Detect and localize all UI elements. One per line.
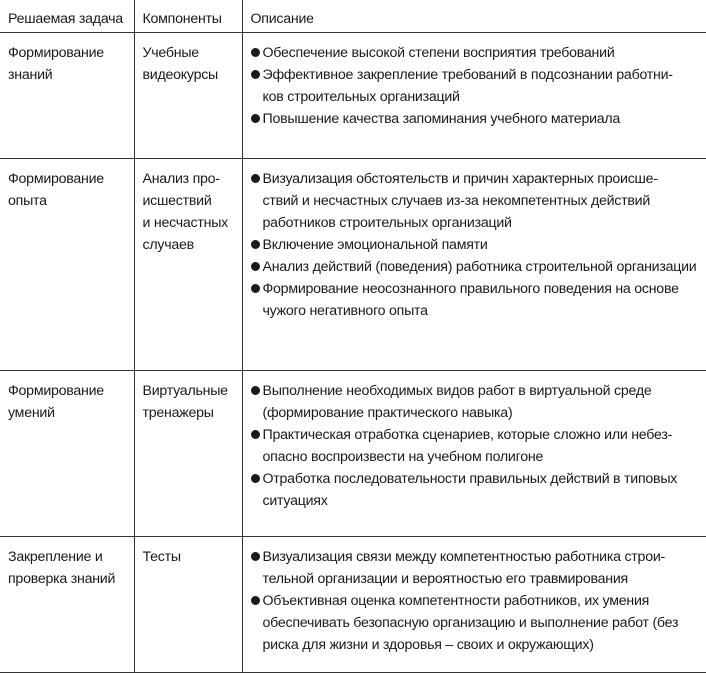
task-text: Закрепление и проверка знаний: [8, 548, 116, 587]
description-cell: [242, 536, 706, 672]
components-cell: [134, 536, 242, 672]
components-text: Виртуальные тренажеры: [142, 382, 228, 421]
list-item: [251, 64, 701, 108]
list-item: [251, 424, 701, 468]
description-cell: [242, 158, 706, 370]
header-description: Описание: [242, 0, 706, 32]
list-item: [251, 278, 701, 322]
task-text: Формирование знаний: [8, 44, 104, 83]
bullet-icon: [251, 430, 260, 439]
task-cell: [0, 536, 134, 672]
header-components: Компоненты: [134, 0, 242, 32]
header-task: Решаемая задача: [0, 0, 134, 32]
list-item-text: Отработка последовательности правильных действий в типовых ситуациях: [262, 470, 678, 509]
list-item-text: Обеспечение высокой степени восприятия требований: [262, 44, 615, 61]
table-row: [0, 32, 706, 158]
task-cell: [0, 158, 134, 370]
list-item: [251, 546, 701, 590]
bullet-icon: [251, 262, 260, 271]
bullet-icon: [251, 48, 260, 57]
description-list: [251, 42, 701, 130]
bullet-icon: [251, 114, 260, 123]
list-item-text: Визуализация связи между компетентностью работника строи- тельной организации и вероятностью его травмирования: [262, 548, 665, 587]
table-row: [0, 370, 706, 536]
components-text: Учебные видеокурсы: [142, 44, 219, 83]
description-cell: [242, 370, 706, 536]
components-text: Анализ про- исшествий и несчастных случаев: [142, 170, 229, 253]
task-text: Формирование умений: [8, 382, 104, 421]
bullet-icon: [251, 596, 260, 605]
list-item: [251, 234, 701, 256]
list-item: [251, 168, 701, 234]
components-cell: [134, 32, 242, 158]
bullet-icon: [251, 284, 260, 293]
list-item-text: Формирование неосознанного правильного поведения на основе чужого негативного опыта: [262, 280, 679, 319]
task-cell: [0, 370, 134, 536]
components-text: Тесты: [142, 548, 181, 565]
description-cell: [242, 32, 706, 158]
list-item-text: Выполнение необходимых видов работ в виртуальной среде (формирование практического навыка): [262, 382, 652, 421]
table-header-row: [0, 0, 706, 32]
components-cell: [134, 370, 242, 536]
list-item-text: Включение эмоциональной памяти: [262, 236, 488, 253]
bullet-icon: [251, 386, 260, 395]
list-item-text: Объективная оценка компетентности работников, их умения обеспечивать безопасную организацию и выполнение работ (без риска для жизни и здоровья – своих и окружающих): [262, 592, 679, 653]
list-item-text: Анализ действий (поведения) работника строительной организации: [262, 258, 697, 275]
description-list: [251, 546, 701, 656]
list-item-text: Повышение качества запоминания учебного материала: [262, 110, 621, 127]
list-item: [251, 42, 701, 64]
list-item-text: Практическая отработка сценариев, которые сложно или небез- опасно воспроизвести на учебном полигоне: [262, 426, 673, 465]
task-cell: [0, 32, 134, 158]
list-item: [251, 590, 701, 656]
bullet-icon: [251, 240, 260, 249]
list-item: [251, 380, 701, 424]
bullet-icon: [251, 70, 260, 79]
table-row: [0, 158, 706, 370]
list-item-text: Визуализация обстоятельств и причин характерных происше- ствий и несчастных случаев из-за некомпетентных действий работников строительных организаций: [262, 170, 658, 231]
bullet-icon: [251, 552, 260, 561]
list-item: [251, 256, 701, 278]
list-item-text: Эффективное закрепление требований в подсознании работни- ков строительных организаций: [262, 66, 673, 105]
description-list: [251, 168, 701, 322]
table-row: [0, 536, 706, 672]
task-text: Формирование опыта: [8, 170, 104, 209]
components-cell: [134, 158, 242, 370]
bullet-icon: [251, 174, 260, 183]
list-item: [251, 108, 701, 130]
bullet-icon: [251, 474, 260, 483]
list-item: [251, 468, 701, 512]
description-list: [251, 380, 701, 512]
